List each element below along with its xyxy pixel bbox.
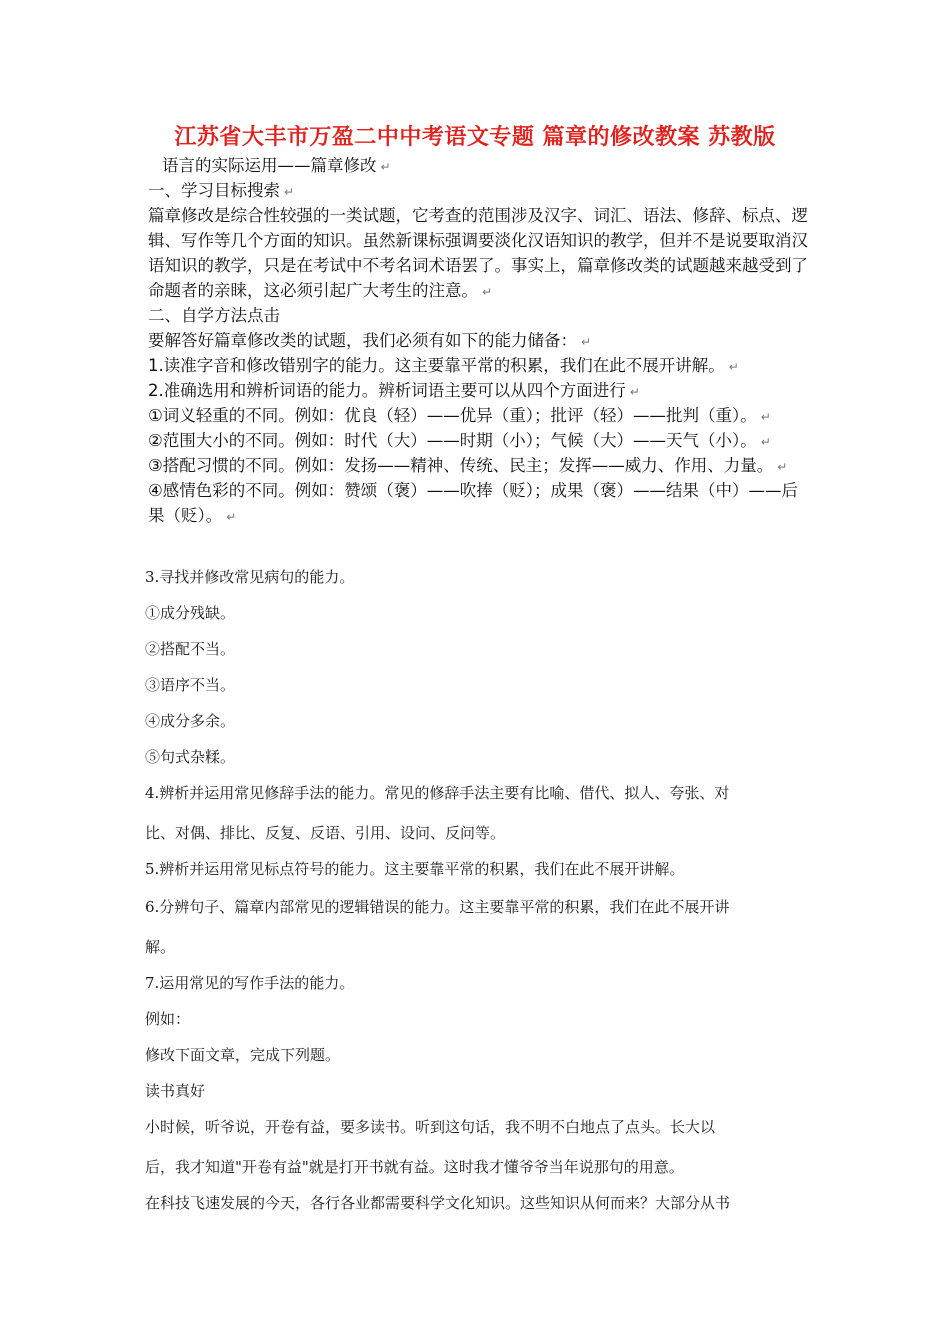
paragraph-mark-icon: ↵ xyxy=(380,160,391,174)
intro-line: 辑、写作等几个方面的知识。虽然新课标强调要淡化汉语知识的教学，但并不是说要取消汉 xyxy=(148,231,808,250)
ability-item-1: 1.读准字音和修改错别字的能力。这主要靠平常的积累，我们在此不展开讲解。 ↵ xyxy=(148,356,739,375)
error-type-5: ⑤句式杂糅。 xyxy=(145,748,236,766)
essay-line: 在科技飞速发展的今天，各行各业都需要科学文化知识。这些知识从何而来？大部分从书 xyxy=(145,1194,731,1212)
ability-item-6-cont: 解。 xyxy=(145,938,176,956)
paragraph-mark-icon: ↵ xyxy=(581,335,592,349)
paragraph-mark-icon: ↵ xyxy=(728,360,739,374)
error-type-3: ③语序不当。 xyxy=(145,676,236,694)
intro-line: 篇章修改是综合性较强的一类试题，它考查的范围涉及汉字、词汇、语法、修辞、标点、逻 xyxy=(148,206,808,225)
document-title: 江苏省大丰市万盈二中中考语文专题 篇章的修改教案 苏教版 xyxy=(174,125,776,150)
paragraph-mark-icon: ↵ xyxy=(284,185,295,199)
ability-item-3: 3.寻找并修改常见病句的能力。 xyxy=(145,568,355,586)
paragraph-mark-icon: ↵ xyxy=(226,510,237,524)
ability-item-2: 2.准确选用和辨析词语的能力。辨析词语主要可以从四个方面进行 ↵ xyxy=(148,381,640,400)
essay-line: 后，我才知道"开卷有益"就是打开书就有益。这时我才懂爷爷当年说那句的用意。 xyxy=(145,1158,684,1176)
example-label: 例如： xyxy=(145,1010,191,1028)
paragraph-mark-icon: ↵ xyxy=(629,385,640,399)
intro-line: 语知识的教学，只是在考试中不考名词术语罢了。事实上，篇章修改类的试题越来越受到了 xyxy=(148,256,808,275)
paragraph-mark-icon: ↵ xyxy=(760,435,771,449)
paragraph-mark-icon: ↵ xyxy=(482,285,493,299)
ability-item-4: 4.辨析并运用常见修辞手法的能力。常见的修辞手法主要有比喻、借代、拟人、夸张、对 xyxy=(145,784,730,802)
error-type-2: ②搭配不当。 xyxy=(145,640,236,658)
error-type-4: ④成分多余。 xyxy=(145,712,236,730)
essay-title: 读书真好 xyxy=(145,1082,206,1100)
ability-item-6: 6.分辨句子、篇章内部常见的逻辑错误的能力。这主要靠平常的积累，我们在此不展开讲 xyxy=(145,898,730,916)
error-type-1: ①成分残缺。 xyxy=(145,604,236,622)
ability-item-7: 7.运用常见的写作手法的能力。 xyxy=(145,974,355,992)
paragraph-mark-icon: ↵ xyxy=(777,460,788,474)
section-heading-1: 一、学习目标搜索 ↵ xyxy=(148,181,295,200)
ability-item-4-cont: 比、对偶、排比、反复、反语、引用、设问、反问等。 xyxy=(145,824,506,842)
word-distinction-2: ②范围大小的不同。例如：时代（大）——时期（小）；气候（大）——天气（小）。 ↵ xyxy=(148,431,771,450)
word-distinction-3: ③搭配习惯的不同。例如：发扬——精神、传统、民主；发挥——威力、作用、力量。 ↵ xyxy=(148,456,788,475)
paragraph-mark-icon: ↵ xyxy=(760,410,771,424)
essay-line: 小时候，听爷说，开卷有益，要多读书。听到这句话，我不明不白地点了点头。长大以 xyxy=(145,1118,716,1136)
task-instruction: 修改下面文章，完成下列题。 xyxy=(145,1046,341,1064)
intro-line: 命题者的亲睐，这必须引起广大考生的注意。 ↵ xyxy=(148,281,493,300)
word-distinction-1: ①词义轻重的不同。例如：优良（轻）——优异（重）；批评（轻）——批判（重）。 ↵ xyxy=(148,406,771,425)
subtitle-line: 语言的实际运用——篇章修改 ↵ xyxy=(162,156,391,175)
ability-item-5: 5.辨析并运用常见标点符号的能力。这主要靠平常的积累，我们在此不展开讲解。 xyxy=(145,860,685,878)
section-heading-2: 二、自学方法点击 xyxy=(148,306,280,325)
word-distinction-4-cont: 果（贬）。 ↵ xyxy=(148,506,237,525)
lead-line: 要解答好篇章修改类的试题，我们必须有如下的能力储备： ↵ xyxy=(148,331,592,350)
word-distinction-4: ④感情色彩的不同。例如：赞颂（褒）——吹捧（贬）；成果（褒）——结果（中）——后 xyxy=(148,481,799,500)
